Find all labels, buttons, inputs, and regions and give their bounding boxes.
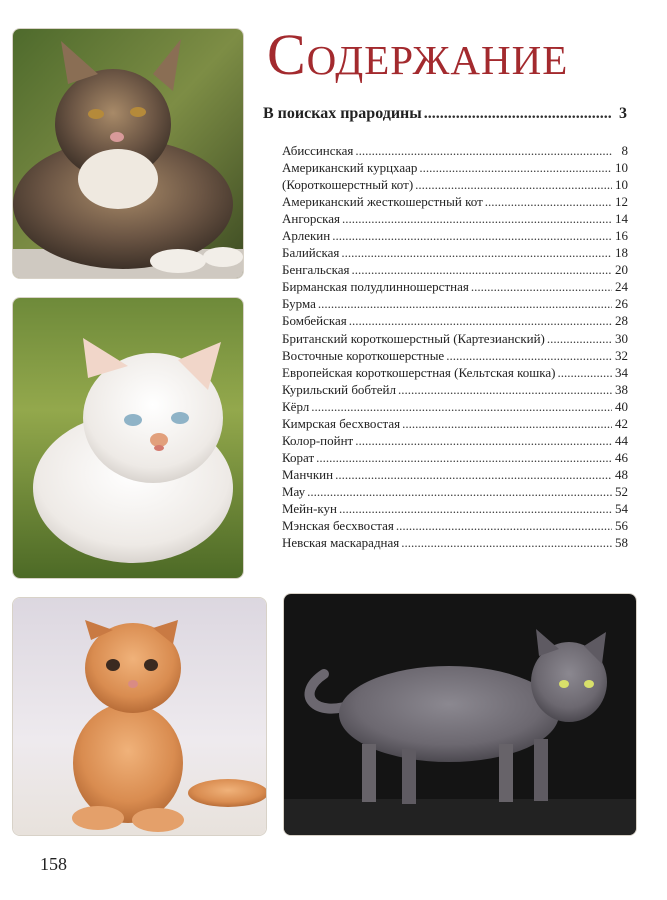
- toc-leader-dots: [351, 261, 612, 278]
- toc-item-page: 10: [615, 177, 628, 193]
- toc-item-label: Корат: [282, 449, 315, 465]
- toc-leader-dots: [339, 500, 612, 517]
- toc-item-label: Европейская короткошерстная (Кельтская кошка): [282, 364, 556, 380]
- toc-leader-dots: [557, 364, 612, 381]
- toc-item-label: Колор-пойнт: [282, 432, 354, 448]
- toc-leader-dots: [342, 210, 612, 227]
- toc-item-label: Американский курцхаар: [282, 160, 418, 176]
- toc-item[interactable]: [282, 261, 628, 278]
- toc-leader-dots: [335, 466, 612, 483]
- toc-main-label: В поисках прародины: [263, 105, 422, 122]
- toc-item[interactable]: [282, 466, 628, 483]
- toc-item-page: 28: [615, 313, 628, 329]
- toc-item-page: 58: [615, 535, 628, 551]
- toc-item[interactable]: [282, 517, 628, 534]
- toc-leader-dots: [341, 244, 612, 261]
- toc-item-label: Мау: [282, 483, 306, 499]
- toc-leader-dots: [307, 483, 612, 500]
- toc-item-label: Британский короткошерстный (Картезианский): [282, 330, 545, 346]
- toc-item-page: 14: [615, 211, 628, 227]
- toc-item[interactable]: [282, 398, 628, 415]
- ginger-fold-kitten-photo: [13, 598, 266, 835]
- toc-item-page: 54: [615, 500, 628, 516]
- toc-item-label: Мейн-кун: [282, 500, 337, 516]
- toc-item-label: Бенгальская: [282, 262, 350, 278]
- toc-item-label: Американский жесткошерстный кот: [282, 194, 483, 210]
- toc-item[interactable]: [282, 449, 628, 466]
- toc-leader-dots: [424, 103, 611, 125]
- toc-item-label: Кёрл: [282, 398, 310, 414]
- toc-item-page: 52: [615, 483, 628, 499]
- toc-leader-dots: [349, 312, 612, 329]
- toc-item-label: (Короткошерстный кот): [282, 177, 414, 193]
- toc-item-page: 8: [621, 143, 628, 158]
- toc-item[interactable]: [282, 176, 628, 193]
- toc-leader-dots: [547, 330, 612, 347]
- toc-item-page: 12: [615, 194, 628, 210]
- toc-item-page: 48: [615, 466, 628, 482]
- toc-item[interactable]: [282, 330, 628, 347]
- toc-item-page: 30: [615, 330, 628, 346]
- toc-item[interactable]: [282, 500, 628, 517]
- toc-leader-dots: [398, 381, 612, 398]
- toc-leader-dots: [485, 193, 612, 210]
- toc-item-page: 18: [615, 245, 628, 261]
- toc-item[interactable]: [282, 295, 628, 312]
- toc-item[interactable]: [282, 210, 628, 227]
- toc-item-page: 40: [615, 398, 628, 414]
- toc-leader-dots: [402, 415, 612, 432]
- toc-item-page: 16: [615, 228, 628, 244]
- toc-item-page: 26: [615, 296, 628, 312]
- white-cat-on-grass-photo: [13, 298, 243, 578]
- toc-main-entry[interactable]: [263, 103, 627, 125]
- toc-leader-dots: [316, 449, 612, 466]
- toc-item[interactable]: [282, 432, 628, 449]
- toc-leader-dots: [396, 517, 612, 534]
- toc-item-label: Арлекин: [282, 228, 331, 244]
- grey-cat-walking-photo: [284, 594, 636, 835]
- toc-item-page: 10: [615, 160, 628, 176]
- toc-item-label: Кимрская бесхвостая: [282, 415, 401, 431]
- toc-item-label: Бирманская полудлинношерстная: [282, 279, 469, 295]
- toc-item-page: 32: [615, 347, 628, 363]
- toc-list: [282, 142, 628, 551]
- toc-item-page: 34: [615, 364, 628, 380]
- toc-item-label: Бурма: [282, 296, 316, 312]
- toc-item-page: 44: [615, 432, 628, 448]
- toc-leader-dots: [401, 534, 612, 551]
- page-title: Содержание: [267, 22, 569, 87]
- toc-leader-dots: [471, 278, 612, 295]
- toc-item[interactable]: [282, 278, 628, 295]
- toc-item-label: Ангорская: [282, 211, 340, 227]
- toc-item[interactable]: [282, 142, 628, 159]
- toc-item-page: 42: [615, 415, 628, 431]
- toc-item[interactable]: [282, 227, 628, 244]
- toc-item-label: Балийская: [282, 245, 340, 261]
- toc-leader-dots: [419, 159, 612, 176]
- toc-item-label: Манчкин: [282, 466, 334, 482]
- toc-item-page: 24: [615, 279, 628, 295]
- toc-item-label: Невская маскарадная: [282, 535, 400, 551]
- page-number: 158: [40, 854, 67, 874]
- toc-item-page: 46: [615, 449, 628, 465]
- toc-item[interactable]: [282, 193, 628, 210]
- toc-leader-dots: [318, 295, 612, 312]
- tabby-longhair-cat-photo: [13, 29, 243, 278]
- toc-item[interactable]: [282, 381, 628, 398]
- toc-item[interactable]: [282, 347, 628, 364]
- toc-item-label: Бомбейская: [282, 313, 347, 329]
- toc-item[interactable]: [282, 364, 628, 381]
- toc-item[interactable]: [282, 244, 628, 261]
- toc-item-page: 38: [615, 381, 628, 397]
- toc-leader-dots: [446, 347, 612, 364]
- toc-leader-dots: [355, 142, 612, 159]
- toc-item[interactable]: [282, 415, 628, 432]
- toc-item-label: Восточные короткошерстные: [282, 347, 445, 363]
- toc-main-page: 3: [619, 105, 627, 122]
- toc-item-label: Абиссинская: [282, 143, 354, 158]
- toc-item[interactable]: [282, 534, 628, 551]
- toc-item-label: Курильский бобтейл: [282, 381, 396, 397]
- toc-leader-dots: [415, 176, 612, 193]
- toc-item[interactable]: [282, 483, 628, 500]
- toc-item-page: 20: [615, 262, 628, 278]
- toc-item[interactable]: [282, 312, 628, 329]
- toc-leader-dots: [332, 227, 612, 244]
- toc-leader-dots: [311, 398, 612, 415]
- toc-item[interactable]: [282, 159, 628, 176]
- toc-item-page: 56: [615, 518, 628, 534]
- toc-leader-dots: [355, 432, 612, 449]
- toc-item-label: Мэнская бесхвостая: [282, 518, 394, 534]
